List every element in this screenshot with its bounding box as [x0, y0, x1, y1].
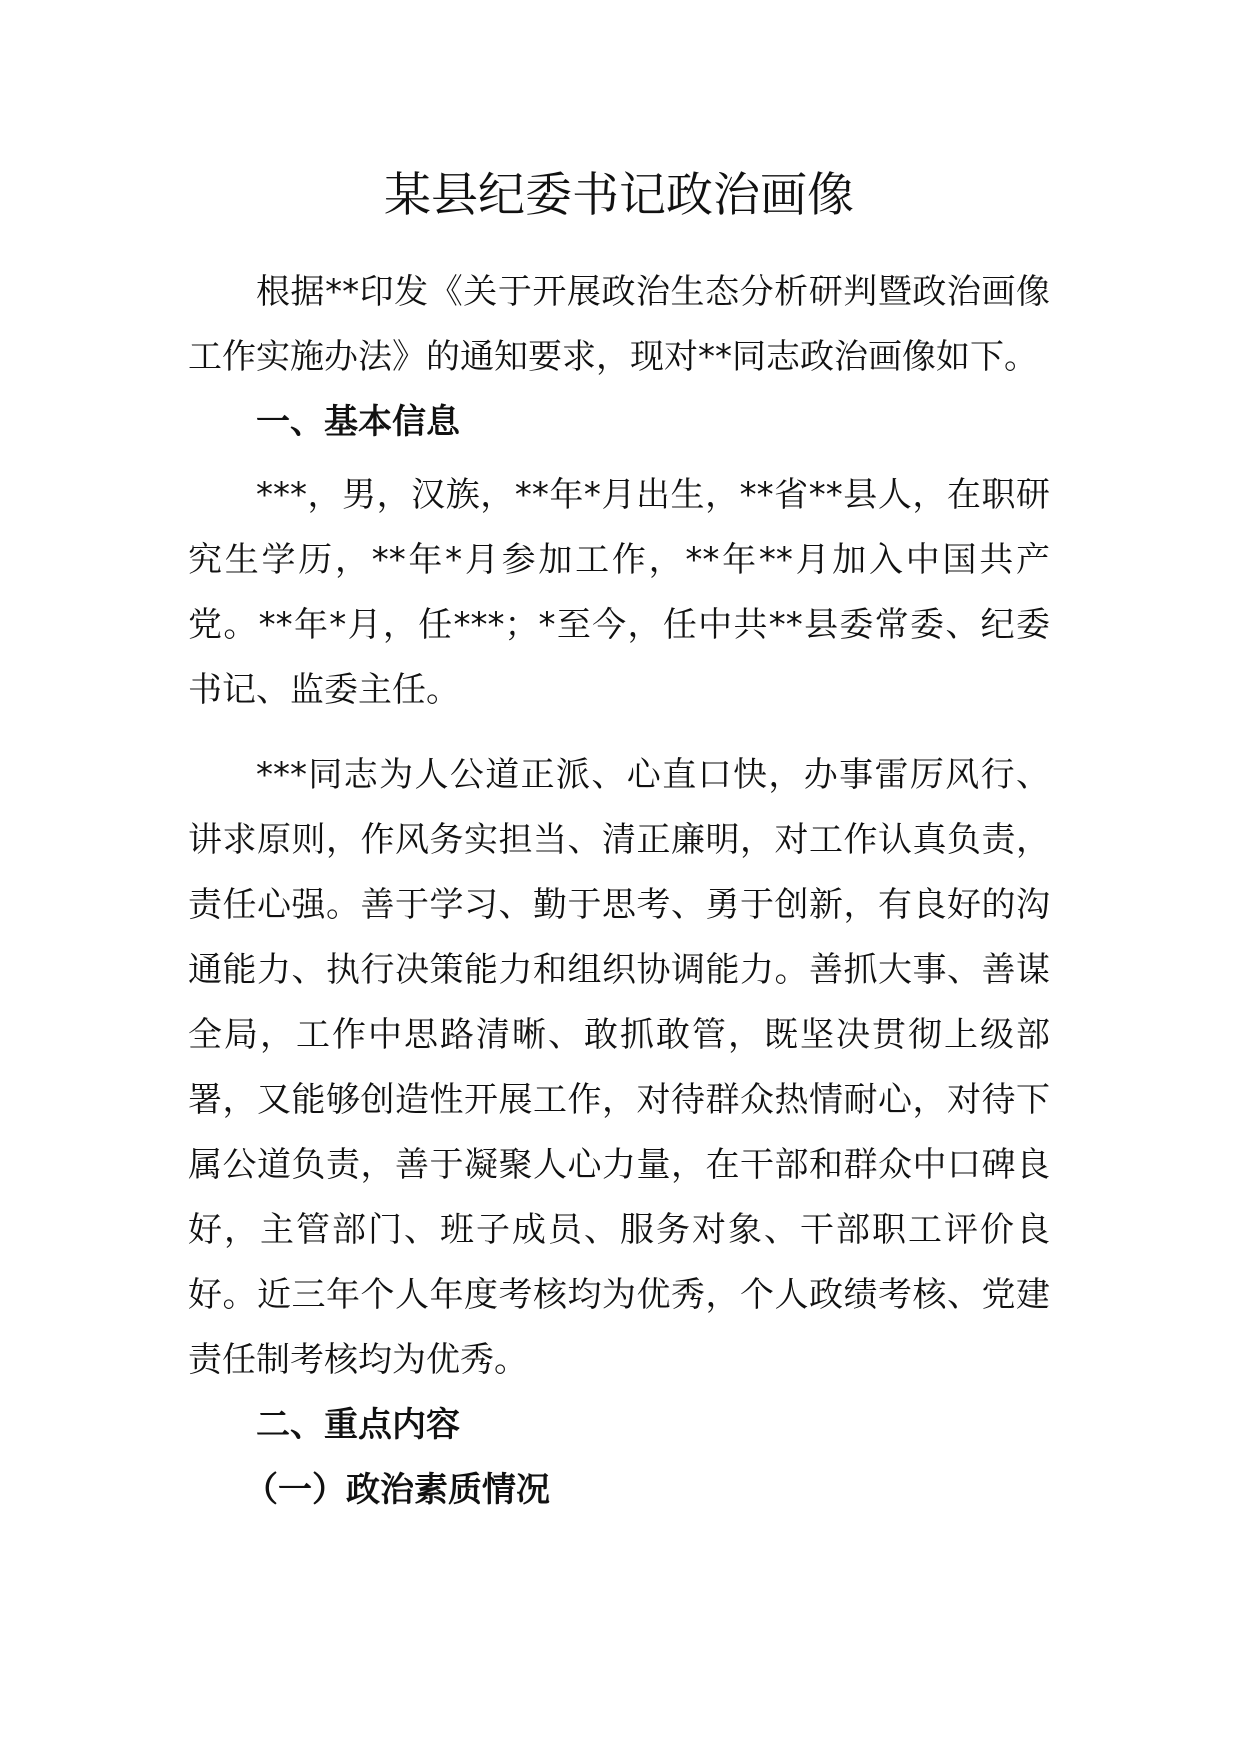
- document-title: 某县纪委书记政治画像: [384, 168, 854, 223]
- basic-info-paragraph: ***，男，汉族，**年*月出生，**省**县人，在职研究生学历，**年*月参加工作，**年**月加入中国共产党。**年*月，任***；*至今，任中共**县委常委、纪委书记、监委主任。: [188, 475, 1050, 710]
- section-heading-key-content: 二、重点内容: [256, 1405, 460, 1445]
- evaluation-paragraph: ***同志为人公道正派、心直口快，办事雷厉风行、讲求原则，作风务实担当、清正廉明，对工作认真负责，责任心强。善于学习、勤于思考、勇于创新，有良好的沟通能力、执行决策能力和组织协调能力。善抓大事、善谋全局，工作中思路清晰、敢抓敢管，既坚决贯彻上级部署，又能够创造性开展工作，对待群众热情耐心，对待下属公道负责，善于凝聚人心力量，在干部和群众中口碑良好，主管部门、班子成员、服务对象、干部职工评价良好。近三年个人年度考核均为优秀，个人政绩考核、党建责任制考核均为优秀。: [188, 755, 1050, 1380]
- intro-paragraph: 根据**印发《关于开展政治生态分析研判暨政治画像工作实施办法》的通知要求，现对**同志政治画像如下。: [188, 272, 1050, 377]
- document-body: [188, 160, 1050, 1523]
- subsection-heading-political-quality: （一）政治素质情况: [244, 1470, 550, 1510]
- section-heading-basic-info: 一、基本信息: [256, 402, 460, 442]
